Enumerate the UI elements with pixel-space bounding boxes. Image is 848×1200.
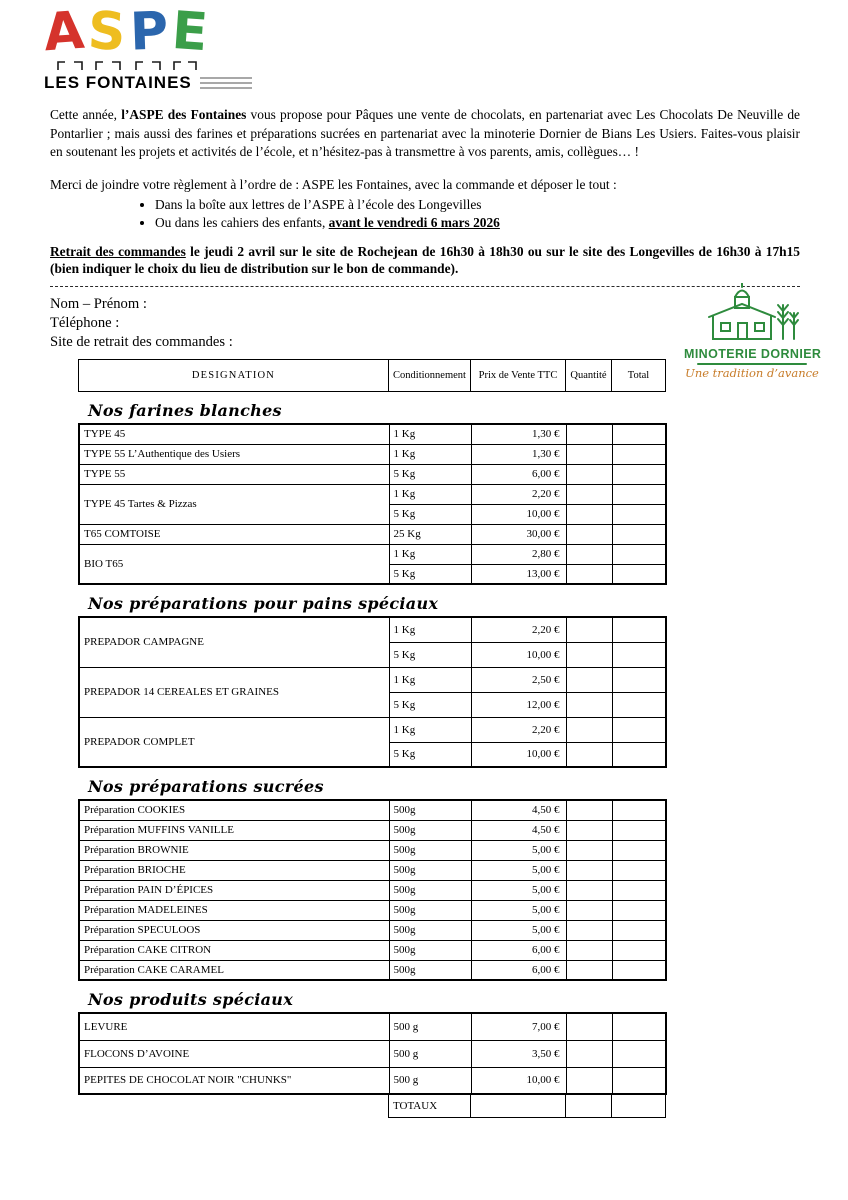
total-cell[interactable] [612,920,666,940]
prix-cell: 1,30 € [471,444,566,464]
total-cell[interactable] [612,860,666,880]
total-cell[interactable] [612,692,666,717]
table-row [79,444,666,464]
instructions-paragraph: Merci de joindre votre règlement à l’ordre de : ASPE les Fontaines, avec la commande et déposer le tout : [50,176,617,192]
intro-text-after: vous propose pour Pâques une vente de chocolats, en partenariat avec Les Chocolats De Neuville de Pontarlier ; mais aussi des farines et préparations sucrées en partenariat avec la minoterie Dornier de Bians Les Usiers. Faites-vous plaisir en soutenant les projets et activités de l’école, et n’hésitez-pas à transmettre à vos parents, amis, collègues… ! [50,107,800,160]
table-row [79,1067,666,1094]
quantite-cell[interactable] [566,742,612,767]
designation-cell: Préparation SPECULOOS [79,920,389,940]
conditionnement-cell: 5 Kg [389,742,471,767]
total-cell[interactable] [612,880,666,900]
pickup-lead: Retrait des commandes [50,243,186,259]
prix-cell: 2,20 € [471,484,566,504]
header-quantite: Quantité [566,360,612,392]
header-total: Total [612,360,666,392]
quantite-cell[interactable] [566,717,612,742]
header-designation: DESIGNATION [79,360,389,392]
designation-cell: PREPADOR COMPLET [79,717,389,767]
dornier-tagline: Une tradition d’avance [685,366,819,380]
prix-cell: 6,00 € [471,940,566,960]
designation-cell: TYPE 55 L’Authentique des Usiers [79,444,389,464]
total-cell[interactable] [612,564,666,584]
total-cell[interactable] [612,642,666,667]
quantite-cell[interactable] [566,484,612,504]
total-cell[interactable] [612,960,666,980]
logo-letter: S [86,1,128,63]
list-item [155,214,800,231]
designation-cell: FLOCONS D’AVOINE [79,1040,389,1067]
bullet-text-2: Ou dans les cahiers des enfants, [155,215,329,231]
quantite-cell[interactable] [566,900,612,920]
total-cell[interactable] [612,504,666,524]
table-row [79,717,666,742]
total-cell[interactable] [612,1067,666,1094]
quantite-cell[interactable] [566,504,612,524]
quantite-cell[interactable] [566,920,612,940]
designation-cell: T65 COMTOISE [79,524,389,544]
pickup-site-label: Site de retrait des commandes : [50,334,233,351]
quantite-cell[interactable] [566,1040,612,1067]
table-row [79,900,666,920]
section-title: Nos préparations pour pains spéciaux [88,594,439,614]
bullet-text-1: Dans la boîte aux lettres de l’ASPE à l’école des Longevilles [155,196,482,212]
total-cell[interactable] [612,717,666,742]
prix-cell: 4,50 € [471,820,566,840]
table-row [79,960,666,980]
deadline-emphasis: avant le vendredi 6 mars 2026 [328,215,500,231]
conditionnement-cell: 5 Kg [389,464,471,484]
order-header-table [78,359,666,392]
designation-cell: PEPITES DE CHOCOLAT NOIR "CHUNKS" [79,1067,389,1094]
quantite-cell[interactable] [566,820,612,840]
conditionnement-cell: 500g [389,820,471,840]
conditionnement-cell: 500g [389,960,471,980]
prix-cell: 12,00 € [471,692,566,717]
prix-cell: 10,00 € [471,504,566,524]
quantite-cell[interactable] [566,617,612,642]
header-prix: Prix de Vente TTC [471,360,566,392]
prix-cell: 2,20 € [471,617,566,642]
quantite-cell[interactable] [566,860,612,880]
total-cell[interactable] [612,444,666,464]
name-label: Nom – Prénom : [50,296,147,313]
total-cell[interactable] [612,1013,666,1040]
dornier-underline [697,363,807,365]
total-cell[interactable] [612,940,666,960]
designation-cell: PREPADOR CAMPAGNE [79,617,389,667]
conditionnement-cell: 25 Kg [389,524,471,544]
intro-text-before: Cette année, [50,107,122,123]
section-title: Nos préparations sucrées [88,777,324,797]
total-cell[interactable] [612,464,666,484]
conditionnement-cell: 500 g [389,1067,471,1094]
total-cell[interactable] [612,840,666,860]
quantite-cell[interactable] [566,642,612,667]
list-item [155,196,800,213]
totals-quantite-cell[interactable] [566,1095,612,1117]
designation-cell: PREPADOR 14 CEREALES ET GRAINES [79,667,389,717]
total-cell[interactable] [612,820,666,840]
section-title: Nos farines blanches [88,401,282,421]
prix-cell: 5,00 € [471,840,566,860]
total-cell[interactable] [612,742,666,767]
table-row [79,544,666,564]
table-row [79,940,666,960]
order-table [78,423,667,585]
conditionnement-cell: 500 g [389,1013,471,1040]
total-cell[interactable] [612,900,666,920]
table-row [79,617,666,642]
order-table [78,799,667,981]
prix-cell: 2,80 € [471,544,566,564]
table-row [79,820,666,840]
designation-cell: Préparation PAIN D’ÉPICES [79,880,389,900]
designation-cell: Préparation CAKE CARAMEL [79,960,389,980]
quantite-cell[interactable] [566,424,612,444]
conditionnement-cell: 1 Kg [389,617,471,642]
totals-row [389,1095,666,1117]
designation-cell: TYPE 55 [79,464,389,484]
conditionnement-cell: 500g [389,860,471,880]
quantite-cell[interactable] [566,1013,612,1040]
table-row [79,1013,666,1040]
quantite-cell[interactable] [566,464,612,484]
designation-cell: Préparation MUFFINS VANILLE [79,820,389,840]
table-row [79,464,666,484]
prix-cell: 6,00 € [471,464,566,484]
pickup-info-paragraph [50,243,800,278]
designation-cell: TYPE 45 Tartes & Pizzas [79,484,389,524]
conditionnement-cell: 500g [389,900,471,920]
totals-label-cell: TOTAUX [389,1095,471,1117]
table-row [79,1040,666,1067]
table-row [79,484,666,504]
quantite-cell[interactable] [566,544,612,564]
total-cell[interactable] [612,667,666,692]
designation-cell: Préparation CAKE CITRON [79,940,389,960]
prix-cell: 4,50 € [471,800,566,820]
section-title: Nos produits spéciaux [88,990,294,1010]
intro-bold-name: l’ASPE des Fontaines [121,107,247,123]
prix-cell: 7,00 € [471,1013,566,1040]
table-row [79,840,666,860]
conditionnement-cell: 500g [389,920,471,940]
logo-letter: E [169,0,210,64]
quantite-cell[interactable] [566,960,612,980]
phone-input-area[interactable] [119,316,379,332]
aspe-letters [41,0,259,64]
total-cell[interactable] [612,484,666,504]
total-cell[interactable] [612,524,666,544]
order-table [78,616,667,768]
total-cell[interactable] [612,617,666,642]
total-cell[interactable] [612,1040,666,1067]
table-row [79,860,666,880]
prix-cell: 13,00 € [471,564,566,584]
conditionnement-cell: 500 g [389,1040,471,1067]
conditionnement-cell: 1 Kg [389,667,471,692]
prix-cell: 5,00 € [471,900,566,920]
bullet-list [50,196,800,232]
logo-smallprint [200,77,252,89]
logo-name: LES FONTAINES [44,73,192,93]
aspe-logo [41,0,259,93]
pickup-rest: le jeudi 2 avril sur le site de Rochejean de 16h30 à 18h30 ou sur le site des Longevilles de 16h30 à 17h15 (bien indiquer le choix du lieu de distribution sur le bon de commande). [50,243,800,277]
conditionnement-cell: 500g [389,880,471,900]
quantite-cell[interactable] [566,692,612,717]
designation-cell: LEVURE [79,1013,389,1040]
conditionnement-cell: 5 Kg [389,504,471,524]
quantite-cell[interactable] [566,1067,612,1094]
conditionnement-cell: 1 Kg [389,444,471,464]
total-cell[interactable] [612,800,666,820]
order-table [78,1012,667,1095]
conditionnement-cell: 500g [389,940,471,960]
conditionnement-cell: 1 Kg [389,717,471,742]
phone-label: Téléphone : [50,315,120,332]
prix-cell: 10,00 € [471,642,566,667]
logo-letter: P [128,1,169,63]
header-conditionnement: Conditionnement [389,360,471,392]
totals-table [388,1095,666,1118]
prix-cell: 2,20 € [471,717,566,742]
total-cell[interactable] [612,424,666,444]
designation-cell: Préparation BROWNIE [79,840,389,860]
prix-cell: 30,00 € [471,524,566,544]
total-cell[interactable] [612,544,666,564]
prix-cell: 10,00 € [471,1067,566,1094]
table-row [79,424,666,444]
quantite-cell[interactable] [566,840,612,860]
designation-cell: Préparation COOKIES [79,800,389,820]
prix-cell: 5,00 € [471,860,566,880]
order-sections [50,401,800,1118]
table-row [79,880,666,900]
table-row [79,524,666,544]
table-row [79,667,666,692]
name-input-area[interactable] [147,297,407,313]
conditionnement-cell: 500g [389,800,471,820]
quantite-cell[interactable] [566,880,612,900]
table-row [79,800,666,820]
quantite-cell[interactable] [566,667,612,692]
prix-cell: 3,50 € [471,1040,566,1067]
intro-paragraph [50,106,800,162]
prix-cell: 5,00 € [471,920,566,940]
table-row [79,920,666,940]
quantite-cell[interactable] [566,564,612,584]
totals-prix-cell [471,1095,566,1117]
quantite-cell[interactable] [566,524,612,544]
totals-total-cell[interactable] [612,1095,666,1117]
prix-cell: 10,00 € [471,742,566,767]
mill-icon [702,283,802,345]
prix-cell: 2,50 € [471,667,566,692]
conditionnement-cell: 1 Kg [389,484,471,504]
conditionnement-cell: 5 Kg [389,564,471,584]
dornier-name: MINOTERIE DORNIER [684,347,822,361]
conditionnement-cell: 500g [389,840,471,860]
designation-cell: TYPE 45 [79,424,389,444]
quantite-cell[interactable] [566,800,612,820]
conditionnement-cell: 1 Kg [389,424,471,444]
conditionnement-cell: 1 Kg [389,544,471,564]
pickup-input-area[interactable] [233,335,493,351]
designation-cell: BIO T65 [79,544,389,584]
conditionnement-cell: 5 Kg [389,642,471,667]
conditionnement-cell: 5 Kg [389,692,471,717]
dornier-logo [684,283,820,380]
designation-cell: Préparation BRIOCHE [79,860,389,880]
prix-cell: 1,30 € [471,424,566,444]
prix-cell: 6,00 € [471,960,566,980]
quantite-cell[interactable] [566,444,612,464]
prix-cell: 5,00 € [471,880,566,900]
designation-cell: Préparation MADELEINES [79,900,389,920]
quantite-cell[interactable] [566,940,612,960]
logo-letter: A [41,0,87,64]
